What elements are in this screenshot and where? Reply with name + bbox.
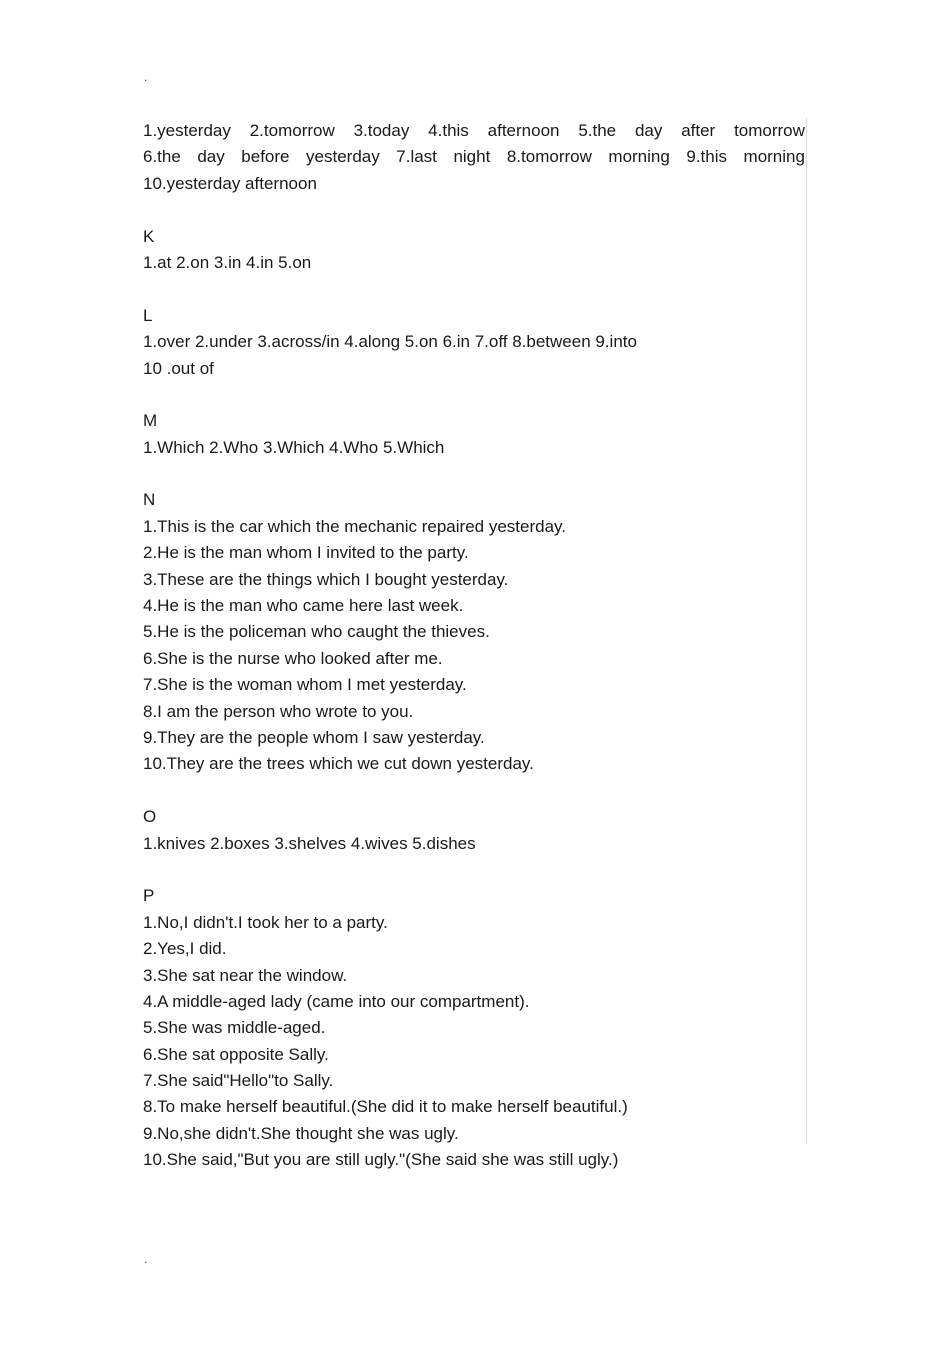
word: morning: [608, 147, 670, 167]
word: afternoon: [487, 121, 560, 140]
word: night: [453, 147, 491, 167]
section-l-line: 10 .out of: [143, 358, 214, 378]
section-p-line: 2.Yes,I did.: [143, 939, 227, 959]
section-p-line: 3.She sat near the window.: [143, 965, 348, 985]
section-j-line-2: [143, 144, 805, 170]
section-p-heading: P: [143, 886, 155, 906]
section-n-line: 9.They are the people whom I saw yesterday.: [143, 727, 485, 747]
word: yesterday: [306, 147, 380, 167]
section-n-line: 8.I am the person who wrote to you.: [143, 701, 414, 721]
section-m-heading: M: [143, 411, 158, 431]
section-n-line: 10.They are the trees which we cut down yesterday.: [143, 754, 534, 774]
section-p-line: 10.She said,"But you are still ugly."(She said she was still ugly.): [143, 1150, 619, 1170]
word: 5.the: [578, 121, 617, 140]
section-m-line: 1.Which 2.Who 3.Which 4.Who 5.Which: [143, 437, 445, 457]
section-p-line: 9.No,she didn't.She thought she was ugly.: [143, 1123, 459, 1143]
section-k-heading: K: [143, 226, 155, 246]
section-p-line: 5.She was middle-aged.: [143, 1018, 326, 1038]
section-p-line: 4.A middle-aged lady (came into our compartment).: [143, 991, 530, 1011]
section-p-line: 7.She said"Hello"to Sally.: [143, 1071, 334, 1091]
page-mark-top: .: [144, 70, 148, 84]
word: 3.today: [353, 121, 410, 140]
answer-key: [143, 118, 805, 1174]
section-p-line: 6.She sat opposite Sally.: [143, 1044, 329, 1064]
section-p-line: 1.No,I didn't.I took her to a party.: [143, 912, 388, 932]
section-n-line: 2.He is the man whom I invited to the party.: [143, 543, 469, 563]
word: day: [197, 147, 225, 167]
section-j-line-3: 10.yesterday afternoon: [143, 173, 317, 193]
page-mark-bottom: .: [144, 1252, 148, 1266]
section-n-heading: N: [143, 490, 156, 510]
section-k-line: 1.at 2.on 3.in 4.in 5.on: [143, 252, 312, 272]
word: 6.the: [143, 147, 181, 167]
word: tomorrow: [734, 121, 805, 140]
section-n-line: 7.She is the woman whom I met yesterday.: [143, 675, 467, 695]
section-l-line: 1.over 2.under 3.across/in 4.along 5.on 6.in 7.off 8.between 9.into: [143, 332, 637, 352]
section-p-line: 8.To make herself beautiful.(She did it to make herself beautiful.): [143, 1097, 628, 1117]
section-o-line: 1.knives 2.boxes 3.shelves 4.wives 5.dishes: [143, 833, 476, 853]
word: 7.last: [396, 147, 437, 167]
word: day: [634, 121, 663, 140]
word: morning: [743, 147, 805, 167]
word: after: [681, 121, 716, 140]
section-l-heading: L: [143, 305, 153, 325]
word: 1.yesterday: [143, 121, 231, 140]
section-n-line: 5.He is the policeman who caught the thieves.: [143, 622, 490, 642]
word: 9.this: [686, 147, 727, 167]
section-n-line: 1.This is the car which the mechanic repaired yesterday.: [143, 516, 566, 536]
word: before: [241, 147, 290, 167]
word: 8.tomorrow: [506, 147, 592, 167]
word: 4.this: [428, 121, 469, 140]
word: 2.tomorrow: [249, 121, 335, 140]
section-n-line: 4.He is the man who came here last week.: [143, 596, 464, 616]
section-j-line-1: [143, 118, 805, 144]
section-o-heading: O: [143, 807, 157, 827]
section-n-line: 6.She is the nurse who looked after me.: [143, 648, 443, 668]
right-margin-rule: [806, 118, 807, 1144]
section-n-line: 3.These are the things which I bought yesterday.: [143, 569, 509, 589]
